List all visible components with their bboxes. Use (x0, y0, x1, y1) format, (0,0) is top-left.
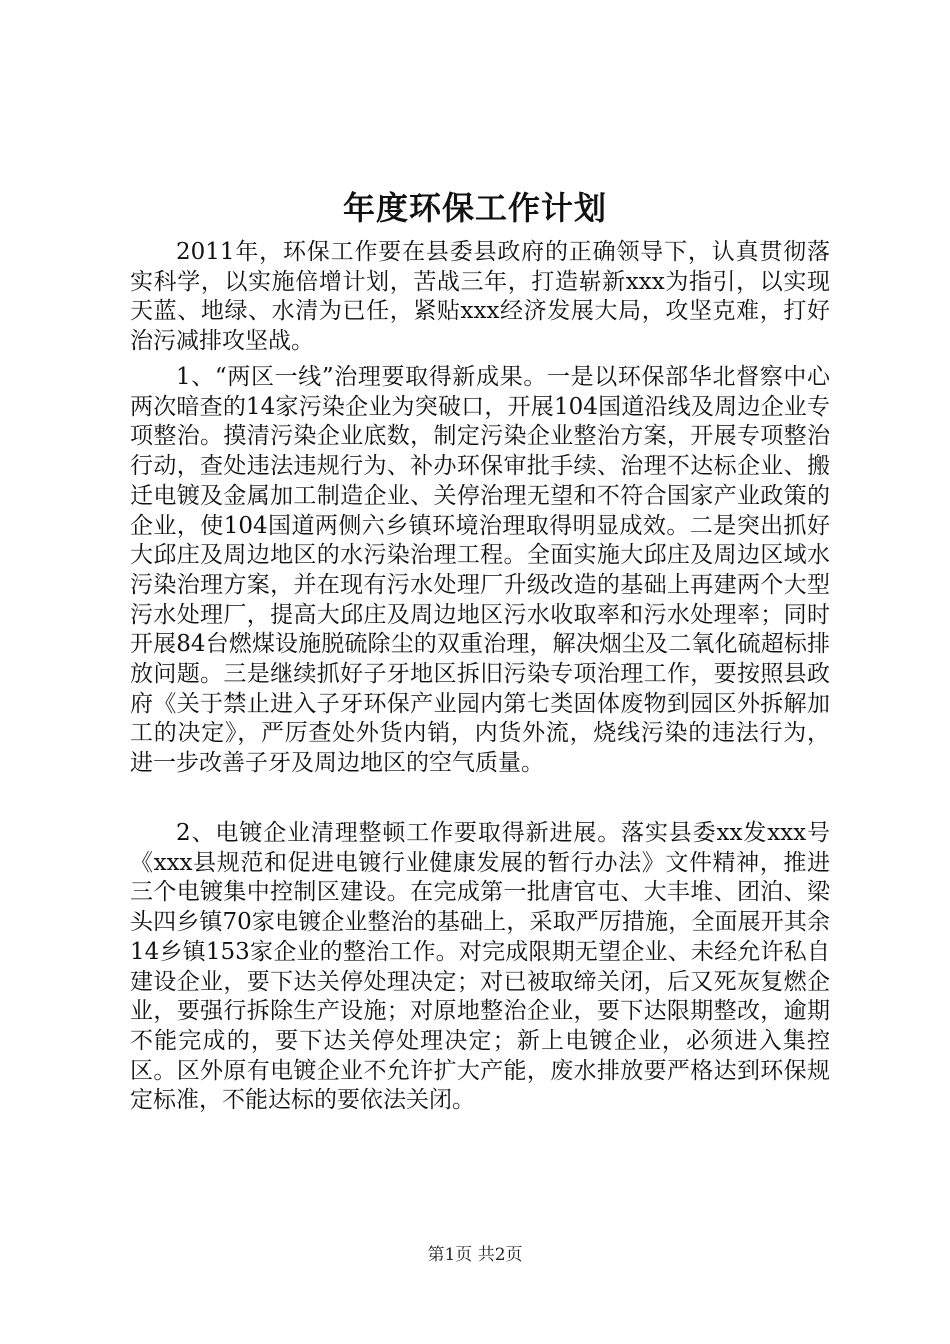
paragraph-section-1 (130, 363, 830, 779)
paragraph-section-2 (130, 819, 830, 1116)
document-title: 年度环保工作计划 (342, 189, 607, 227)
paragraph-text: 1、“两区一线”治理要取得新成果。一是以环保部华北督察中心两次暗查的14家污染企业为突破口，开展104国道沿线及周边企业专项整治。摸清污染企业底数，制定污染企业整治方案，开展专项整治行动，查处违法违规行为、补办环保审批手续、治理不达标企业、搬迁电镀及金属加工制造企业、关停治理无望和不符合国家产业政策的企业，使104国道两侧六乡镇环境治理取得明显成效。二是突出抓好大邱庄及周边地区的水污染治理工程。全面实施大邱庄及周边区域水污染治理方案，并在现有污水处理厂升级改造的基础上再建两个大型污水处理厂，提高大邱庄及周边地区污水收取率和污水处理率；同时开展84台燃煤设施脱硫除尘的双重治理，解决烟尘及二氧化硫超标排放问题。三是继续抓好子牙地区拆旧污染专项治理工作，要按照县政府《关于禁止进入子牙环保产业园内第七类固体废物到园区外拆解加工的决定》，严厉查处外货内销，内货外流，烧线污染的违法行为，进一步改善子牙及周边地区的空气质量。 (130, 364, 830, 777)
paragraph-text: 2、电镀企业清理整顿工作要取得新进展。落实县委xx发xxx号《xxx县规范和促进电镀行业健康发展的暂行办法》文件精神，推进三个电镀集中控制区建设。在完成第一批唐官屯、大丰堆、团泊、梁头四乡镇70家电镀企业整治的基础上，采取严厉措施，全面展开其余14乡镇153家企业的整治工作。对完成限期无望企业、未经允许私自建设企业，要下达关停处理决定；对已被取缔关闭，后又死灰复燃企业，要强行拆除生产设施；对原地整治企业，要下达限期整改，逾期不能完成的，要下达关停处理决定；新上电镀企业，必须进入集控区。区外原有电镀企业不允许扩大产能，废水排放要严格达到环保规定标准，不能达标的要依法关闭。 (130, 820, 830, 1114)
page-footer: 第1页 共2页 (427, 1245, 523, 1265)
paragraph-text: 2011年，环保工作要在县委县政府的正确领导下，认真贯彻落实科学，以实施倍增计划，苦战三年，打造崭新xxx为指引，以实现天蓝、地绿、水清为已任，紧贴xxx经济发展大局，攻坚克难，打好治污减排攻坚战。 (130, 239, 830, 355)
paragraph-intro (130, 238, 830, 357)
